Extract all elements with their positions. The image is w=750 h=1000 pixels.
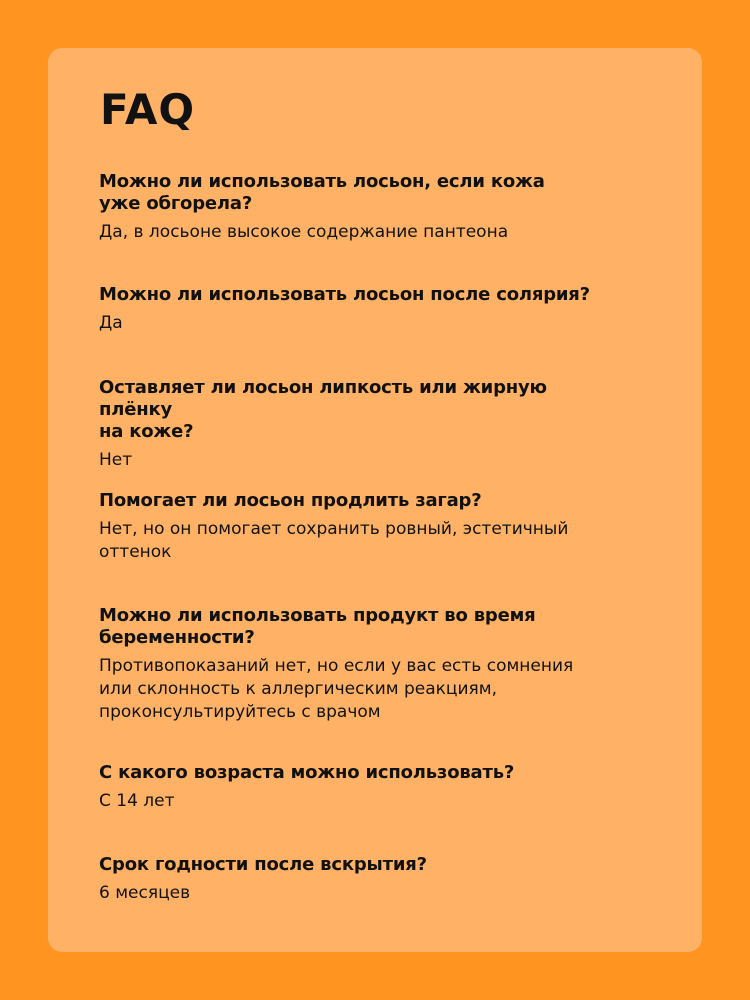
faq-question: Можно ли использовать лосьон, если кожа уже обгорела?: [99, 171, 545, 214]
faq-item: [99, 171, 619, 244]
faq-item: [99, 377, 619, 472]
faq-item: [99, 490, 619, 564]
faq-question: Оставляет ли лосьон липкость или жирную плёнку на коже?: [99, 377, 547, 442]
faq-question: С какого возраста можно использовать?: [99, 762, 515, 783]
faq-item: [99, 284, 619, 335]
faq-answer: 6 месяцев: [99, 883, 191, 903]
page-title: FAQ: [100, 85, 196, 134]
faq-question: Можно ли использовать продукт во время беременности?: [99, 605, 536, 648]
faq-item: [99, 854, 619, 905]
faq-answer: Нет, но он помогает сохранить ровный, эстетичный оттенок: [99, 519, 569, 562]
faq-answer: Противопоказаний нет, но если у вас есть сомнения или склонность к аллергическим реакциям, проконсультируйтесь с врачом: [99, 656, 574, 722]
faq-question: Помогает ли лосьон продлить загар?: [99, 490, 482, 511]
faq-item: [99, 762, 619, 813]
faq-question: Срок годности после вскрытия?: [99, 854, 427, 875]
faq-answer: Да, в лосьоне высокое содержание пантеона: [99, 222, 509, 242]
faq-answer: Да: [99, 313, 123, 333]
faq-answer: С 14 лет: [99, 791, 175, 811]
faq-question: Можно ли использовать лосьон после солярия?: [99, 284, 590, 305]
faq-answer: Нет: [99, 450, 133, 470]
faq-item: [99, 605, 619, 724]
